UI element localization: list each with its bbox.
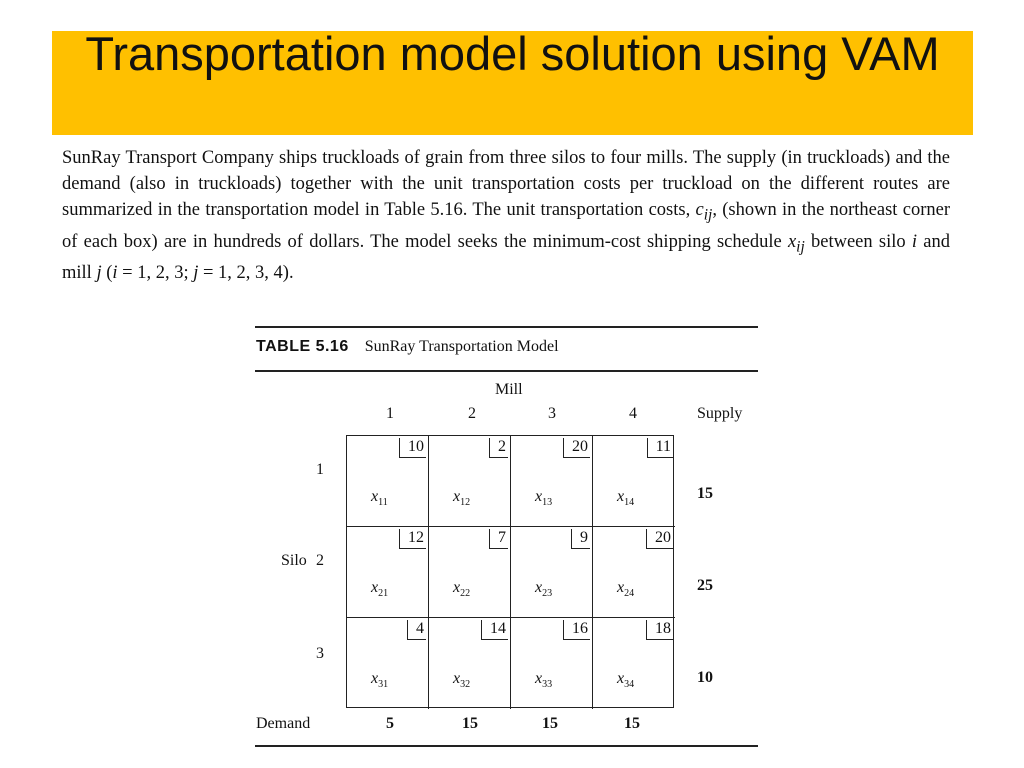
para-text-3: between silo <box>804 231 912 252</box>
demand-value-4: 15 <box>624 715 640 732</box>
cost-cell <box>511 527 593 618</box>
cost-cell <box>511 618 593 709</box>
cost-cell <box>593 527 675 618</box>
unit-cost: 9 <box>571 529 590 549</box>
silo-header: Silo <box>281 552 307 569</box>
unit-cost: 20 <box>563 438 590 458</box>
col-header-2: 2 <box>468 405 476 422</box>
ship-var: $x_{ij}$ <box>787 231 805 256</box>
col-header-1: 1 <box>386 405 394 422</box>
table-name: SunRay Transportation Model <box>364 338 559 355</box>
cost-cell <box>593 436 675 527</box>
supply-header: Supply <box>697 405 743 422</box>
transportation-grid <box>346 435 674 708</box>
shipment-variable: $x_{11}$ <box>371 488 388 509</box>
row-label-1: 1 <box>316 461 324 478</box>
unit-cost: 18 <box>646 620 673 640</box>
j-var: j <box>96 263 102 284</box>
cost-cell <box>429 527 511 618</box>
row-label-3: 3 <box>316 645 324 662</box>
supply-value-1: 15 <box>697 485 713 502</box>
slide-title: Transportation model solution using VAM <box>85 27 940 80</box>
unit-cost: 14 <box>481 620 508 640</box>
mill-header: Mill <box>495 381 523 398</box>
para-text-2: , (shown in the northeast corner of each box) are in hundreds of dollars. The model seeks the minimum-cost shipping schedule <box>62 200 950 252</box>
para-text-7: = 1, 2, 3, 4). <box>198 263 294 284</box>
demand-value-3: 15 <box>542 715 558 732</box>
shipment-variable: $x_{14}$ <box>617 488 635 509</box>
cost-cell <box>347 436 429 527</box>
shipment-variable: $x_{12}$ <box>453 488 471 509</box>
table-top-rule <box>255 326 758 328</box>
para-text-5: ( <box>101 263 113 284</box>
unit-cost: 20 <box>646 529 673 549</box>
shipment-variable: $x_{32}$ <box>453 670 471 691</box>
unit-cost: 2 <box>489 438 508 458</box>
row-label-2: 2 <box>316 552 324 569</box>
cost-cell <box>347 618 429 709</box>
table-caption <box>256 338 559 356</box>
shipment-variable: $x_{24}$ <box>617 579 635 600</box>
col-header-4: 4 <box>629 405 637 422</box>
unit-cost: 11 <box>647 438 673 458</box>
cost-cell <box>429 436 511 527</box>
table-caption-rule <box>255 370 758 372</box>
cost-cell <box>347 527 429 618</box>
j-var-2: j <box>193 263 199 284</box>
cost-var: $c_{ij}$ <box>695 200 713 224</box>
table-label: TABLE 5.16 <box>256 338 349 355</box>
supply-value-2: 25 <box>697 577 713 594</box>
demand-value-2: 15 <box>462 715 478 732</box>
col-header-3: 3 <box>548 405 556 422</box>
problem-description <box>62 145 950 286</box>
shipment-variable: $x_{23}$ <box>535 579 553 600</box>
shipment-variable: $x_{33}$ <box>535 670 553 691</box>
i-var: i <box>911 231 918 252</box>
para-text-6: = 1, 2, 3; <box>117 263 194 284</box>
table-bottom-rule <box>255 745 758 747</box>
cost-cell <box>511 436 593 527</box>
unit-cost: 12 <box>399 529 426 549</box>
unit-cost: 7 <box>489 529 508 549</box>
para-text-1: SunRay Transport Company ships truckloads of grain from three silos to four mills. The supply (in truckloads) and the demand (also in truckloads) together with the unit transportation costs per truckload on the different routes are summarized in the transportation model in Table 5.16. The unit transportation costs, <box>62 148 950 220</box>
unit-cost: 10 <box>399 438 426 458</box>
shipment-variable: $x_{34}$ <box>617 670 635 691</box>
unit-cost: 16 <box>563 620 590 640</box>
supply-value-3: 10 <box>697 669 713 686</box>
para-text-4: and mill <box>62 231 950 284</box>
cost-cell <box>593 618 675 709</box>
shipment-variable: $x_{31}$ <box>371 670 389 691</box>
demand-value-1: 5 <box>386 715 394 732</box>
shipment-variable: $x_{13}$ <box>535 488 553 509</box>
cost-cell <box>429 618 511 709</box>
shipment-variable: $x_{21}$ <box>371 579 389 600</box>
unit-cost: 4 <box>407 620 426 640</box>
shipment-variable: $x_{22}$ <box>453 579 471 600</box>
i-var-2: i <box>112 263 118 284</box>
demand-label: Demand <box>256 715 311 732</box>
